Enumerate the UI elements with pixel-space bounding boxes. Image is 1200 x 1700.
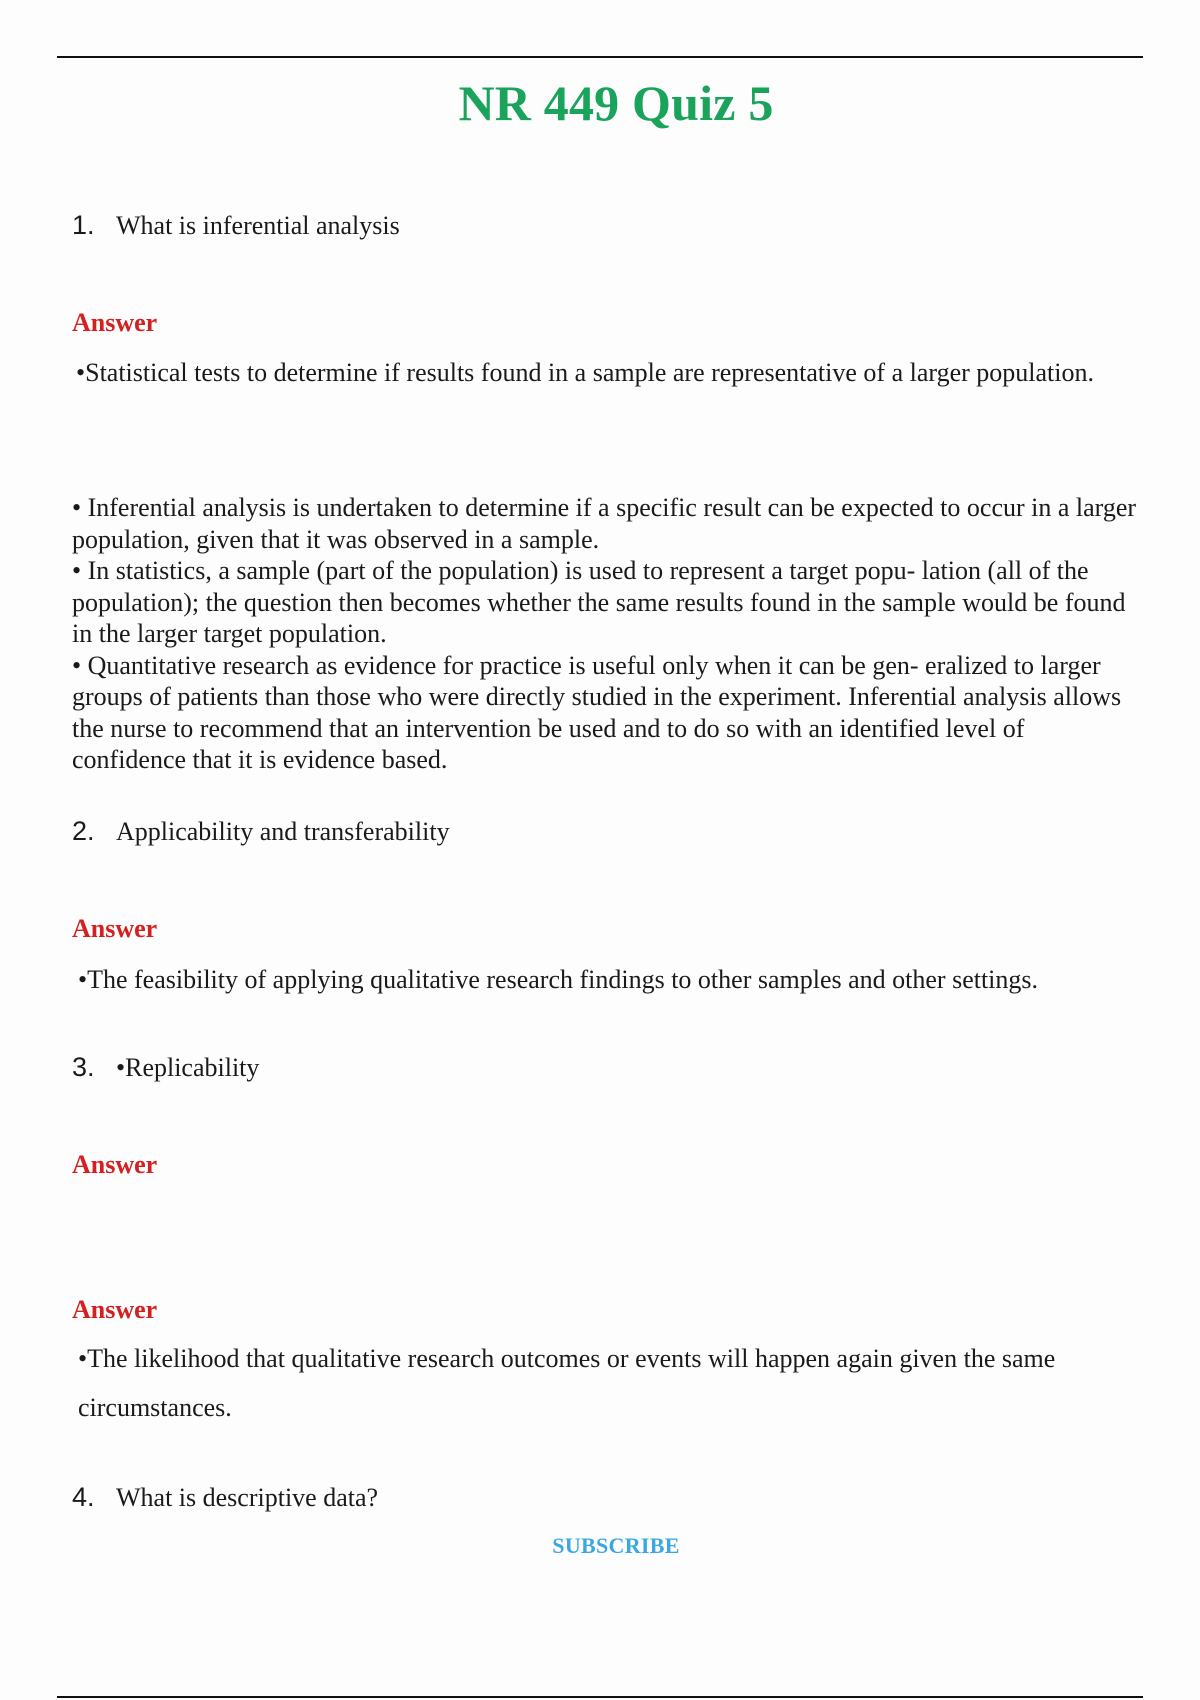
document-title: NR 449 Quiz 5 (458, 75, 774, 131)
answer-label: Answer (72, 1295, 158, 1324)
question-2 (72, 816, 450, 847)
bottom-rule (57, 1696, 1143, 1698)
question-number: 3. (72, 1052, 95, 1082)
answer-bullet: • In statistics, a sample (part of the population) is used to represent a target popu- lation (all of the population); the question then becomes whether the same results found in the sample would be found in the larger target population. (72, 556, 1126, 648)
top-rule (57, 56, 1143, 58)
answer-label: Answer (72, 308, 158, 337)
answer-label: Answer (72, 1150, 158, 1179)
question-number: 1. (72, 210, 95, 240)
question-text: •Replicability (116, 1053, 260, 1082)
question-number: 4. (72, 1482, 95, 1512)
answer-bullet: • Inferential analysis is undertaken to determine if a specific result can be expected to occur in a larger population, given that it was observed in a sample. (72, 493, 1137, 554)
question-text: What is inferential analysis (116, 211, 400, 240)
answer-label: Answer (72, 914, 158, 943)
answer-bullets (72, 492, 1144, 776)
answer-text: •The feasibility of applying qualitative research findings to other samples and other settings. (78, 965, 1039, 994)
answer-bullet: • Quantitative research as evidence for practice is useful only when it can be gen- eralized to larger groups of patients than those who were directly studied in the experiment. Inferential analysis allows the nurse to recommend that an intervention be used and to do so with an identified level of confidence that it is evidence based. (72, 650, 1122, 774)
question-number: 2. (72, 816, 95, 846)
question-1 (72, 210, 400, 241)
answer-text: •Statistical tests to determine if results found in a sample are representative of a larger population. (76, 358, 1094, 387)
answer-text: •The likelihood that qualitative research outcomes or events will happen again given the same circumstances. (78, 1344, 1056, 1422)
question-4 (72, 1482, 378, 1513)
subscribe-link[interactable]: SUBSCRIBE (552, 1533, 680, 1558)
question-text: What is descriptive data? (116, 1483, 379, 1512)
question-3 (72, 1052, 259, 1083)
question-text: Applicability and transferability (116, 817, 450, 846)
